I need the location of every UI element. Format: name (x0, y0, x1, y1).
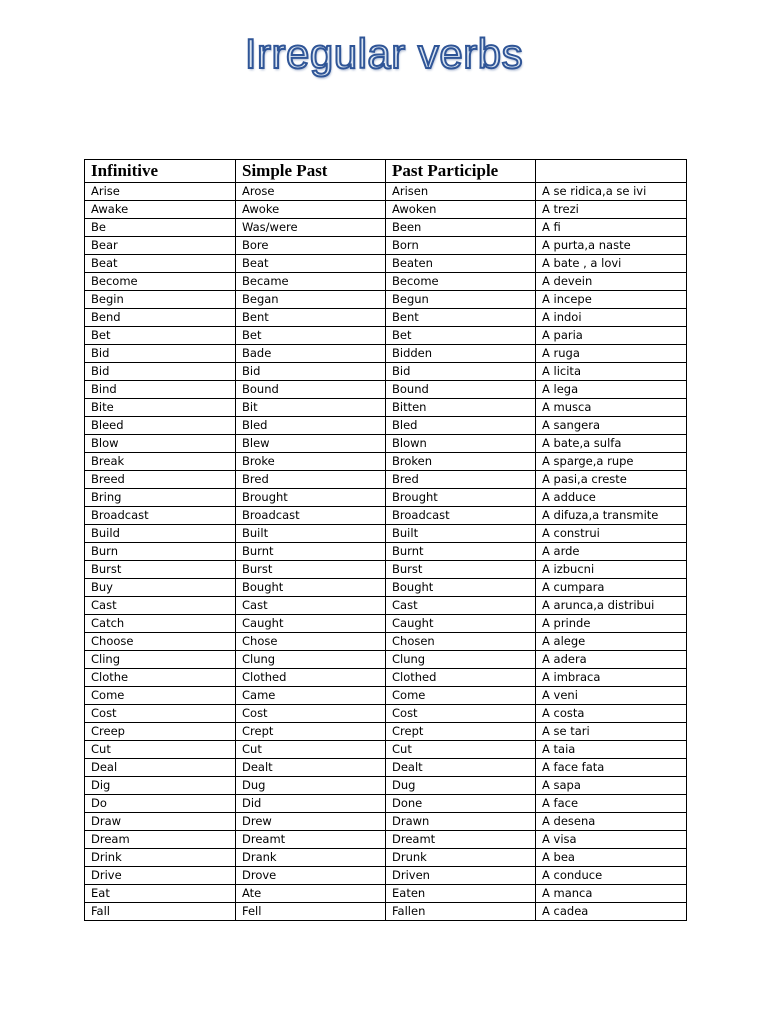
cell-past-participle: Brought (386, 489, 536, 507)
table-row (85, 813, 687, 831)
cell-infinitive: Burn (85, 543, 236, 561)
cell-simple-past: Cast (236, 597, 386, 615)
table-body (85, 183, 687, 921)
cell-translation: A adduce (536, 489, 687, 507)
cell-translation: A purta,a naste (536, 237, 687, 255)
cell-simple-past: Bent (236, 309, 386, 327)
cell-infinitive: Beat (85, 255, 236, 273)
table-row (85, 561, 687, 579)
cell-infinitive: Bite (85, 399, 236, 417)
cell-past-participle: Begun (386, 291, 536, 309)
cell-past-participle: Cast (386, 597, 536, 615)
cell-infinitive: Creep (85, 723, 236, 741)
table-row (85, 291, 687, 309)
cell-past-participle: Built (386, 525, 536, 543)
cell-past-participle: Caught (386, 615, 536, 633)
cell-simple-past: Cut (236, 741, 386, 759)
cell-simple-past: Dug (236, 777, 386, 795)
table-row (85, 903, 687, 921)
table-row (85, 381, 687, 399)
cell-past-participle: Dreamt (386, 831, 536, 849)
cell-simple-past: Ate (236, 885, 386, 903)
cell-simple-past: Bid (236, 363, 386, 381)
table-row (85, 219, 687, 237)
table-row (85, 327, 687, 345)
table-row (85, 867, 687, 885)
cell-past-participle: Arisen (386, 183, 536, 201)
cell-translation: A construi (536, 525, 687, 543)
cell-simple-past: Bit (236, 399, 386, 417)
cell-translation: A desena (536, 813, 687, 831)
cell-translation: A trezi (536, 201, 687, 219)
cell-translation: A veni (536, 687, 687, 705)
cell-infinitive: Deal (85, 759, 236, 777)
table-row (85, 651, 687, 669)
cell-simple-past: Caught (236, 615, 386, 633)
cell-past-participle: Bitten (386, 399, 536, 417)
cell-past-participle: Eaten (386, 885, 536, 903)
cell-simple-past: Dealt (236, 759, 386, 777)
cell-translation: A taia (536, 741, 687, 759)
cell-translation: A imbraca (536, 669, 687, 687)
table-row (85, 885, 687, 903)
table-row (85, 417, 687, 435)
cell-simple-past: Awoke (236, 201, 386, 219)
cell-translation: A incepe (536, 291, 687, 309)
cell-simple-past: Bade (236, 345, 386, 363)
table-header-row (85, 160, 687, 183)
cell-past-participle: Bent (386, 309, 536, 327)
cell-simple-past: Bred (236, 471, 386, 489)
table-row (85, 471, 687, 489)
cell-past-participle: Come (386, 687, 536, 705)
page-title: Irregular verbs (244, 30, 524, 77)
cell-simple-past: Bet (236, 327, 386, 345)
cell-infinitive: Bend (85, 309, 236, 327)
cell-simple-past: Built (236, 525, 386, 543)
table-row (85, 777, 687, 795)
cell-past-participle: Blown (386, 435, 536, 453)
table-row (85, 489, 687, 507)
cell-infinitive: Catch (85, 615, 236, 633)
cell-translation: A sparge,a rupe (536, 453, 687, 471)
cell-simple-past: Dreamt (236, 831, 386, 849)
cell-simple-past: Began (236, 291, 386, 309)
cell-infinitive: Be (85, 219, 236, 237)
cell-infinitive: Bear (85, 237, 236, 255)
cell-infinitive: Eat (85, 885, 236, 903)
table-row (85, 669, 687, 687)
cell-infinitive: Blow (85, 435, 236, 453)
cell-translation: A cumpara (536, 579, 687, 597)
cell-translation: A indoi (536, 309, 687, 327)
cell-past-participle: Bled (386, 417, 536, 435)
cell-infinitive: Bring (85, 489, 236, 507)
cell-translation: A sapa (536, 777, 687, 795)
cell-simple-past: Broke (236, 453, 386, 471)
cell-past-participle: Dug (386, 777, 536, 795)
cell-simple-past: Drove (236, 867, 386, 885)
cell-past-participle: Drunk (386, 849, 536, 867)
cell-translation: A bate , a lovi (536, 255, 687, 273)
table-row (85, 435, 687, 453)
cell-past-participle: Bred (386, 471, 536, 489)
table-row (85, 849, 687, 867)
cell-past-participle: Bet (386, 327, 536, 345)
cell-translation: A ruga (536, 345, 687, 363)
cell-translation: A alege (536, 633, 687, 651)
cell-simple-past: Burst (236, 561, 386, 579)
cell-simple-past: Crept (236, 723, 386, 741)
table-row (85, 687, 687, 705)
table-row (85, 255, 687, 273)
cell-translation: A se tari (536, 723, 687, 741)
table-row (85, 309, 687, 327)
cell-past-participle: Driven (386, 867, 536, 885)
cell-translation: A licita (536, 363, 687, 381)
table-row (85, 183, 687, 201)
table-row (85, 705, 687, 723)
cell-simple-past: Broadcast (236, 507, 386, 525)
table-row (85, 363, 687, 381)
header-simple-past: Simple Past (236, 160, 386, 183)
table-row (85, 579, 687, 597)
cell-infinitive: Buy (85, 579, 236, 597)
cell-translation: A visa (536, 831, 687, 849)
cell-past-participle: Beaten (386, 255, 536, 273)
cell-past-participle: Become (386, 273, 536, 291)
cell-translation: A costa (536, 705, 687, 723)
cell-translation: A arunca,a distribui (536, 597, 687, 615)
cell-translation: A face (536, 795, 687, 813)
table-row (85, 507, 687, 525)
header-infinitive: Infinitive (85, 160, 236, 183)
table-row (85, 345, 687, 363)
cell-translation: A bate,a sulfa (536, 435, 687, 453)
cell-translation: A adera (536, 651, 687, 669)
cell-infinitive: Cast (85, 597, 236, 615)
cell-infinitive: Burst (85, 561, 236, 579)
cell-simple-past: Clung (236, 651, 386, 669)
table-row (85, 741, 687, 759)
cell-translation: A se ridica,a se ivi (536, 183, 687, 201)
cell-translation: A cadea (536, 903, 687, 921)
cell-past-participle: Bidden (386, 345, 536, 363)
table-row (85, 525, 687, 543)
table-row (85, 831, 687, 849)
cell-infinitive: Do (85, 795, 236, 813)
cell-simple-past: Was/were (236, 219, 386, 237)
cell-translation: A paria (536, 327, 687, 345)
cell-simple-past: Became (236, 273, 386, 291)
table-row (85, 453, 687, 471)
cell-past-participle: Been (386, 219, 536, 237)
table-row (85, 273, 687, 291)
cell-past-participle: Broadcast (386, 507, 536, 525)
table-row (85, 633, 687, 651)
cell-infinitive: Breed (85, 471, 236, 489)
header-past-participle: Past Participle (386, 160, 536, 183)
header-translation (536, 160, 687, 183)
table-row (85, 399, 687, 417)
cell-infinitive: Cut (85, 741, 236, 759)
cell-simple-past: Bled (236, 417, 386, 435)
cell-infinitive: Broadcast (85, 507, 236, 525)
cell-infinitive: Bid (85, 363, 236, 381)
table-row (85, 759, 687, 777)
cell-translation: A arde (536, 543, 687, 561)
cell-past-participle: Burst (386, 561, 536, 579)
irregular-verbs-table (84, 159, 687, 921)
cell-translation: A face fata (536, 759, 687, 777)
cell-simple-past: Clothed (236, 669, 386, 687)
table-row (85, 201, 687, 219)
cell-simple-past: Drew (236, 813, 386, 831)
cell-simple-past: Drank (236, 849, 386, 867)
cell-infinitive: Become (85, 273, 236, 291)
cell-past-participle: Crept (386, 723, 536, 741)
cell-past-participle: Chosen (386, 633, 536, 651)
cell-simple-past: Blew (236, 435, 386, 453)
cell-infinitive: Bid (85, 345, 236, 363)
cell-infinitive: Begin (85, 291, 236, 309)
cell-infinitive: Clothe (85, 669, 236, 687)
cell-simple-past: Burnt (236, 543, 386, 561)
cell-translation: A sangera (536, 417, 687, 435)
cell-past-participle: Born (386, 237, 536, 255)
cell-infinitive: Draw (85, 813, 236, 831)
cell-translation: A bea (536, 849, 687, 867)
cell-past-participle: Clothed (386, 669, 536, 687)
cell-past-participle: Bound (386, 381, 536, 399)
cell-past-participle: Drawn (386, 813, 536, 831)
cell-simple-past: Arose (236, 183, 386, 201)
cell-past-participle: Clung (386, 651, 536, 669)
cell-infinitive: Drive (85, 867, 236, 885)
cell-past-participle: Burnt (386, 543, 536, 561)
cell-past-participle: Bid (386, 363, 536, 381)
cell-translation: A lega (536, 381, 687, 399)
cell-translation: A prinde (536, 615, 687, 633)
cell-past-participle: Awoken (386, 201, 536, 219)
cell-past-participle: Cut (386, 741, 536, 759)
cell-translation: A manca (536, 885, 687, 903)
cell-infinitive: Bind (85, 381, 236, 399)
cell-infinitive: Come (85, 687, 236, 705)
cell-translation: A devein (536, 273, 687, 291)
cell-infinitive: Dig (85, 777, 236, 795)
cell-infinitive: Choose (85, 633, 236, 651)
table-row (85, 723, 687, 741)
cell-simple-past: Chose (236, 633, 386, 651)
cell-simple-past: Bound (236, 381, 386, 399)
cell-infinitive: Break (85, 453, 236, 471)
cell-infinitive: Fall (85, 903, 236, 921)
cell-simple-past: Beat (236, 255, 386, 273)
table-row (85, 615, 687, 633)
cell-simple-past: Bought (236, 579, 386, 597)
cell-simple-past: Brought (236, 489, 386, 507)
cell-past-participle: Done (386, 795, 536, 813)
cell-simple-past: Did (236, 795, 386, 813)
table-row (85, 543, 687, 561)
cell-infinitive: Build (85, 525, 236, 543)
cell-translation: A pasi,a creste (536, 471, 687, 489)
cell-simple-past: Cost (236, 705, 386, 723)
cell-infinitive: Awake (85, 201, 236, 219)
cell-past-participle: Cost (386, 705, 536, 723)
cell-infinitive: Bet (85, 327, 236, 345)
cell-infinitive: Arise (85, 183, 236, 201)
cell-translation: A fi (536, 219, 687, 237)
cell-infinitive: Dream (85, 831, 236, 849)
cell-infinitive: Drink (85, 849, 236, 867)
cell-translation: A conduce (536, 867, 687, 885)
table-row (85, 795, 687, 813)
cell-simple-past: Fell (236, 903, 386, 921)
cell-past-participle: Dealt (386, 759, 536, 777)
cell-infinitive: Bleed (85, 417, 236, 435)
cell-translation: A difuza,a transmite (536, 507, 687, 525)
cell-infinitive: Cost (85, 705, 236, 723)
cell-simple-past: Came (236, 687, 386, 705)
cell-infinitive: Cling (85, 651, 236, 669)
cell-translation: A musca (536, 399, 687, 417)
cell-simple-past: Bore (236, 237, 386, 255)
cell-past-participle: Bought (386, 579, 536, 597)
cell-translation: A izbucni (536, 561, 687, 579)
cell-past-participle: Fallen (386, 903, 536, 921)
table-row (85, 237, 687, 255)
cell-past-participle: Broken (386, 453, 536, 471)
table-row (85, 597, 687, 615)
